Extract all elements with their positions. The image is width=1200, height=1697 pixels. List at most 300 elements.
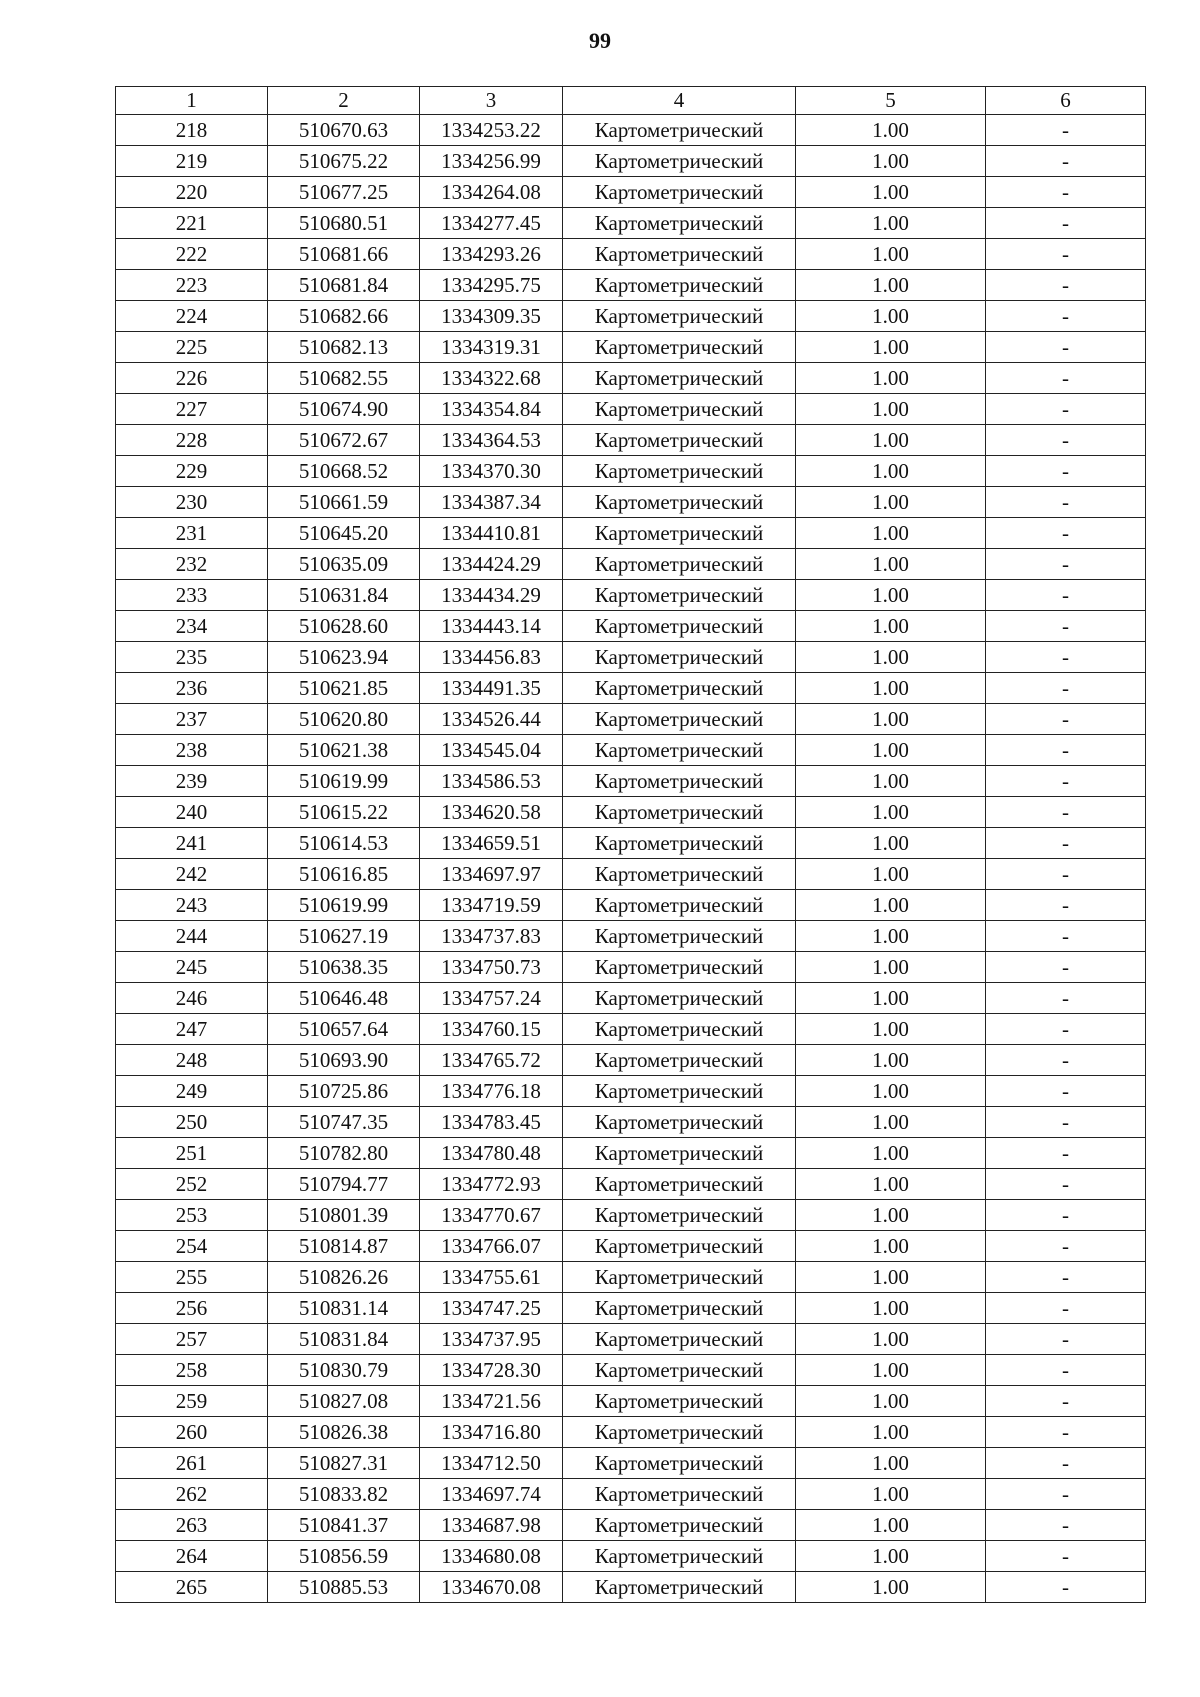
point-number-cell: 253: [116, 1200, 268, 1231]
description-cell: -: [986, 1479, 1146, 1510]
method-cell: Картометрический: [563, 177, 796, 208]
table-row: [116, 208, 1146, 239]
x-coordinate-cell: 510827.31: [268, 1448, 420, 1479]
y-coordinate-cell: 1334354.84: [420, 394, 563, 425]
table-row: [116, 1200, 1146, 1231]
accuracy-cell: 1.00: [796, 1386, 986, 1417]
accuracy-cell: 1.00: [796, 270, 986, 301]
description-cell: -: [986, 332, 1146, 363]
x-coordinate-cell: 510693.90: [268, 1045, 420, 1076]
table-row: [116, 425, 1146, 456]
method-cell: Картометрический: [563, 487, 796, 518]
method-cell: Картометрический: [563, 1200, 796, 1231]
y-coordinate-cell: 1334721.56: [420, 1386, 563, 1417]
y-coordinate-cell: 1334364.53: [420, 425, 563, 456]
x-coordinate-cell: 510747.35: [268, 1107, 420, 1138]
header-cell-3: 3: [420, 87, 563, 115]
description-cell: -: [986, 704, 1146, 735]
y-coordinate-cell: 1334737.83: [420, 921, 563, 952]
y-coordinate-cell: 1334712.50: [420, 1448, 563, 1479]
table-row: [116, 766, 1146, 797]
y-coordinate-cell: 1334491.35: [420, 673, 563, 704]
page-number: 99: [589, 28, 611, 53]
accuracy-cell: 1.00: [796, 704, 986, 735]
method-cell: Картометрический: [563, 270, 796, 301]
description-cell: -: [986, 1355, 1146, 1386]
y-coordinate-cell: 1334410.81: [420, 518, 563, 549]
point-number-cell: 235: [116, 642, 268, 673]
point-number-cell: 265: [116, 1572, 268, 1603]
description-cell: -: [986, 673, 1146, 704]
point-number-cell: 243: [116, 890, 268, 921]
point-number-cell: 220: [116, 177, 268, 208]
y-coordinate-cell: 1334264.08: [420, 177, 563, 208]
accuracy-cell: 1.00: [796, 859, 986, 890]
table-row: [116, 952, 1146, 983]
point-number-cell: 221: [116, 208, 268, 239]
table-row: [116, 1076, 1146, 1107]
accuracy-cell: 1.00: [796, 890, 986, 921]
description-cell: -: [986, 1572, 1146, 1603]
method-cell: Картометрический: [563, 394, 796, 425]
y-coordinate-cell: 1334728.30: [420, 1355, 563, 1386]
y-coordinate-cell: 1334697.74: [420, 1479, 563, 1510]
point-number-cell: 246: [116, 983, 268, 1014]
method-cell: Картометрический: [563, 673, 796, 704]
table-row: [116, 394, 1146, 425]
description-cell: -: [986, 394, 1146, 425]
description-cell: -: [986, 611, 1146, 642]
x-coordinate-cell: 510661.59: [268, 487, 420, 518]
accuracy-cell: 1.00: [796, 115, 986, 146]
x-coordinate-cell: 510672.67: [268, 425, 420, 456]
description-cell: -: [986, 487, 1146, 518]
accuracy-cell: 1.00: [796, 363, 986, 394]
point-number-cell: 234: [116, 611, 268, 642]
table-row: [116, 890, 1146, 921]
accuracy-cell: 1.00: [796, 146, 986, 177]
x-coordinate-cell: 510677.25: [268, 177, 420, 208]
table-row: [116, 704, 1146, 735]
accuracy-cell: 1.00: [796, 1324, 986, 1355]
table-header: [116, 87, 1146, 115]
accuracy-cell: 1.00: [796, 549, 986, 580]
table-row: [116, 580, 1146, 611]
y-coordinate-cell: 1334586.53: [420, 766, 563, 797]
point-number-cell: 259: [116, 1386, 268, 1417]
x-coordinate-cell: 510623.94: [268, 642, 420, 673]
y-coordinate-cell: 1334780.48: [420, 1138, 563, 1169]
y-coordinate-cell: 1334434.29: [420, 580, 563, 611]
point-number-cell: 257: [116, 1324, 268, 1355]
y-coordinate-cell: 1334783.45: [420, 1107, 563, 1138]
x-coordinate-cell: 510680.51: [268, 208, 420, 239]
y-coordinate-cell: 1334776.18: [420, 1076, 563, 1107]
accuracy-cell: 1.00: [796, 797, 986, 828]
y-coordinate-cell: 1334765.72: [420, 1045, 563, 1076]
x-coordinate-cell: 510628.60: [268, 611, 420, 642]
accuracy-cell: 1.00: [796, 1200, 986, 1231]
method-cell: Картометрический: [563, 363, 796, 394]
method-cell: Картометрический: [563, 425, 796, 456]
y-coordinate-cell: 1334755.61: [420, 1262, 563, 1293]
method-cell: Картометрический: [563, 704, 796, 735]
method-cell: Картометрический: [563, 1076, 796, 1107]
description-cell: -: [986, 1169, 1146, 1200]
y-coordinate-cell: 1334370.30: [420, 456, 563, 487]
description-cell: -: [986, 1045, 1146, 1076]
accuracy-cell: 1.00: [796, 735, 986, 766]
method-cell: Картометрический: [563, 1324, 796, 1355]
y-coordinate-cell: 1334716.80: [420, 1417, 563, 1448]
description-cell: -: [986, 1510, 1146, 1541]
method-cell: Картометрический: [563, 642, 796, 673]
table-row: [116, 1231, 1146, 1262]
accuracy-cell: 1.00: [796, 425, 986, 456]
header-cell-5: 5: [796, 87, 986, 115]
coordinates-table: [115, 86, 1146, 1603]
method-cell: Картометрический: [563, 1107, 796, 1138]
y-coordinate-cell: 1334293.26: [420, 239, 563, 270]
accuracy-cell: 1.00: [796, 487, 986, 518]
point-number-cell: 232: [116, 549, 268, 580]
y-coordinate-cell: 1334620.58: [420, 797, 563, 828]
point-number-cell: 247: [116, 1014, 268, 1045]
description-cell: -: [986, 797, 1146, 828]
point-number-cell: 249: [116, 1076, 268, 1107]
method-cell: Картометрический: [563, 1572, 796, 1603]
x-coordinate-cell: 510675.22: [268, 146, 420, 177]
table-row: [116, 456, 1146, 487]
method-cell: Картометрический: [563, 983, 796, 1014]
point-number-cell: 219: [116, 146, 268, 177]
method-cell: Картометрический: [563, 1355, 796, 1386]
description-cell: -: [986, 1448, 1146, 1479]
table-row: [116, 1417, 1146, 1448]
y-coordinate-cell: 1334295.75: [420, 270, 563, 301]
point-number-cell: 237: [116, 704, 268, 735]
description-cell: -: [986, 1231, 1146, 1262]
x-coordinate-cell: 510833.82: [268, 1479, 420, 1510]
method-cell: Картометрический: [563, 890, 796, 921]
y-coordinate-cell: 1334456.83: [420, 642, 563, 673]
description-cell: -: [986, 1293, 1146, 1324]
table-row: [116, 1138, 1146, 1169]
accuracy-cell: 1.00: [796, 580, 986, 611]
x-coordinate-cell: 510638.35: [268, 952, 420, 983]
point-number-cell: 218: [116, 115, 268, 146]
table-row: [116, 1107, 1146, 1138]
accuracy-cell: 1.00: [796, 1448, 986, 1479]
table-row: [116, 642, 1146, 673]
method-cell: Картометрический: [563, 115, 796, 146]
accuracy-cell: 1.00: [796, 921, 986, 952]
method-cell: Картометрический: [563, 1479, 796, 1510]
description-cell: -: [986, 952, 1146, 983]
point-number-cell: 242: [116, 859, 268, 890]
table-row: [116, 921, 1146, 952]
table-row: [116, 1541, 1146, 1572]
description-cell: -: [986, 766, 1146, 797]
y-coordinate-cell: 1334687.98: [420, 1510, 563, 1541]
method-cell: Картометрический: [563, 332, 796, 363]
point-number-cell: 258: [116, 1355, 268, 1386]
method-cell: Картометрический: [563, 828, 796, 859]
point-number-cell: 229: [116, 456, 268, 487]
x-coordinate-cell: 510621.85: [268, 673, 420, 704]
table-row: [116, 611, 1146, 642]
table-row: [116, 1386, 1146, 1417]
accuracy-cell: 1.00: [796, 983, 986, 1014]
accuracy-cell: 1.00: [796, 952, 986, 983]
point-number-cell: 224: [116, 301, 268, 332]
method-cell: Картометрический: [563, 1262, 796, 1293]
point-number-cell: 231: [116, 518, 268, 549]
y-coordinate-cell: 1334750.73: [420, 952, 563, 983]
point-number-cell: 223: [116, 270, 268, 301]
description-cell: -: [986, 1107, 1146, 1138]
description-cell: -: [986, 208, 1146, 239]
y-coordinate-cell: 1334770.67: [420, 1200, 563, 1231]
table-row: [116, 1014, 1146, 1045]
description-cell: -: [986, 115, 1146, 146]
accuracy-cell: 1.00: [796, 1045, 986, 1076]
table-row: [116, 115, 1146, 146]
table-row: [116, 239, 1146, 270]
accuracy-cell: 1.00: [796, 673, 986, 704]
point-number-cell: 245: [116, 952, 268, 983]
method-cell: Картометрический: [563, 1045, 796, 1076]
method-cell: Картометрический: [563, 208, 796, 239]
method-cell: Картометрический: [563, 1541, 796, 1572]
method-cell: Картометрический: [563, 549, 796, 580]
x-coordinate-cell: 510831.84: [268, 1324, 420, 1355]
x-coordinate-cell: 510831.14: [268, 1293, 420, 1324]
method-cell: Картометрический: [563, 1293, 796, 1324]
x-coordinate-cell: 510619.99: [268, 890, 420, 921]
description-cell: -: [986, 1262, 1146, 1293]
y-coordinate-cell: 1334737.95: [420, 1324, 563, 1355]
x-coordinate-cell: 510841.37: [268, 1510, 420, 1541]
method-cell: Картометрический: [563, 301, 796, 332]
point-number-cell: 240: [116, 797, 268, 828]
accuracy-cell: 1.00: [796, 1169, 986, 1200]
method-cell: Картометрический: [563, 1448, 796, 1479]
description-cell: -: [986, 859, 1146, 890]
y-coordinate-cell: 1334253.22: [420, 115, 563, 146]
x-coordinate-cell: 510830.79: [268, 1355, 420, 1386]
x-coordinate-cell: 510645.20: [268, 518, 420, 549]
table-row: [116, 518, 1146, 549]
table-row: [116, 1262, 1146, 1293]
point-number-cell: 233: [116, 580, 268, 611]
point-number-cell: 248: [116, 1045, 268, 1076]
x-coordinate-cell: 510782.80: [268, 1138, 420, 1169]
accuracy-cell: 1.00: [796, 1293, 986, 1324]
y-coordinate-cell: 1334670.08: [420, 1572, 563, 1603]
y-coordinate-cell: 1334772.93: [420, 1169, 563, 1200]
x-coordinate-cell: 510619.99: [268, 766, 420, 797]
x-coordinate-cell: 510681.84: [268, 270, 420, 301]
point-number-cell: 226: [116, 363, 268, 394]
x-coordinate-cell: 510620.80: [268, 704, 420, 735]
accuracy-cell: 1.00: [796, 1014, 986, 1045]
x-coordinate-cell: 510682.55: [268, 363, 420, 394]
point-number-cell: 228: [116, 425, 268, 456]
accuracy-cell: 1.00: [796, 177, 986, 208]
table-row: [116, 1324, 1146, 1355]
method-cell: Картометрический: [563, 580, 796, 611]
y-coordinate-cell: 1334526.44: [420, 704, 563, 735]
table-body: [116, 115, 1146, 1603]
y-coordinate-cell: 1334760.15: [420, 1014, 563, 1045]
x-coordinate-cell: 510631.84: [268, 580, 420, 611]
header-cell-4: 4: [563, 87, 796, 115]
x-coordinate-cell: 510801.39: [268, 1200, 420, 1231]
x-coordinate-cell: 510885.53: [268, 1572, 420, 1603]
description-cell: -: [986, 1076, 1146, 1107]
description-cell: -: [986, 1014, 1146, 1045]
method-cell: Картометрический: [563, 1138, 796, 1169]
table-row: [116, 177, 1146, 208]
method-cell: Картометрический: [563, 611, 796, 642]
description-cell: -: [986, 425, 1146, 456]
accuracy-cell: 1.00: [796, 1231, 986, 1262]
header-cell-2: 2: [268, 87, 420, 115]
y-coordinate-cell: 1334256.99: [420, 146, 563, 177]
x-coordinate-cell: 510725.86: [268, 1076, 420, 1107]
point-number-cell: 250: [116, 1107, 268, 1138]
table-row: [116, 332, 1146, 363]
table-row: [116, 1169, 1146, 1200]
point-number-cell: 261: [116, 1448, 268, 1479]
x-coordinate-cell: 510646.48: [268, 983, 420, 1014]
accuracy-cell: 1.00: [796, 1417, 986, 1448]
accuracy-cell: 1.00: [796, 301, 986, 332]
description-cell: -: [986, 549, 1146, 580]
table-row: [116, 146, 1146, 177]
description-cell: -: [986, 270, 1146, 301]
x-coordinate-cell: 510682.13: [268, 332, 420, 363]
x-coordinate-cell: 510615.22: [268, 797, 420, 828]
accuracy-cell: 1.00: [796, 828, 986, 859]
point-number-cell: 251: [116, 1138, 268, 1169]
table-row: [116, 1448, 1146, 1479]
point-number-cell: 262: [116, 1479, 268, 1510]
description-cell: -: [986, 1324, 1146, 1355]
description-cell: -: [986, 983, 1146, 1014]
y-coordinate-cell: 1334277.45: [420, 208, 563, 239]
accuracy-cell: 1.00: [796, 518, 986, 549]
point-number-cell: 227: [116, 394, 268, 425]
description-cell: -: [986, 1200, 1146, 1231]
method-cell: Картометрический: [563, 1510, 796, 1541]
accuracy-cell: 1.00: [796, 239, 986, 270]
point-number-cell: 230: [116, 487, 268, 518]
point-number-cell: 222: [116, 239, 268, 270]
x-coordinate-cell: 510657.64: [268, 1014, 420, 1045]
table-row: [116, 673, 1146, 704]
method-cell: Картометрический: [563, 1014, 796, 1045]
y-coordinate-cell: 1334319.31: [420, 332, 563, 363]
header-cell-6: 6: [986, 87, 1146, 115]
point-number-cell: 263: [116, 1510, 268, 1541]
y-coordinate-cell: 1334757.24: [420, 983, 563, 1014]
method-cell: Картометрический: [563, 518, 796, 549]
description-cell: -: [986, 1541, 1146, 1572]
description-cell: -: [986, 735, 1146, 766]
table-row: [116, 487, 1146, 518]
x-coordinate-cell: 510668.52: [268, 456, 420, 487]
x-coordinate-cell: 510627.19: [268, 921, 420, 952]
point-number-cell: 254: [116, 1231, 268, 1262]
table-row: [116, 859, 1146, 890]
table-row: [116, 301, 1146, 332]
method-cell: Картометрический: [563, 1169, 796, 1200]
x-coordinate-cell: 510826.38: [268, 1417, 420, 1448]
table-row: [116, 1293, 1146, 1324]
accuracy-cell: 1.00: [796, 1355, 986, 1386]
table-row: [116, 549, 1146, 580]
accuracy-cell: 1.00: [796, 1076, 986, 1107]
table-row: [116, 828, 1146, 859]
point-number-cell: 264: [116, 1541, 268, 1572]
method-cell: Картометрический: [563, 1386, 796, 1417]
x-coordinate-cell: 510635.09: [268, 549, 420, 580]
table-row: [116, 1510, 1146, 1541]
x-coordinate-cell: 510670.63: [268, 115, 420, 146]
x-coordinate-cell: 510674.90: [268, 394, 420, 425]
accuracy-cell: 1.00: [796, 1107, 986, 1138]
header-cell-1: 1: [116, 87, 268, 115]
point-number-cell: 236: [116, 673, 268, 704]
description-cell: -: [986, 518, 1146, 549]
y-coordinate-cell: 1334387.34: [420, 487, 563, 518]
description-cell: -: [986, 1138, 1146, 1169]
point-number-cell: 225: [116, 332, 268, 363]
accuracy-cell: 1.00: [796, 611, 986, 642]
accuracy-cell: 1.00: [796, 394, 986, 425]
table-row: [116, 797, 1146, 828]
y-coordinate-cell: 1334545.04: [420, 735, 563, 766]
point-number-cell: 239: [116, 766, 268, 797]
accuracy-cell: 1.00: [796, 332, 986, 363]
x-coordinate-cell: 510856.59: [268, 1541, 420, 1572]
x-coordinate-cell: 510614.53: [268, 828, 420, 859]
point-number-cell: 260: [116, 1417, 268, 1448]
method-cell: Картометрический: [563, 735, 796, 766]
method-cell: Картометрический: [563, 766, 796, 797]
description-cell: -: [986, 921, 1146, 952]
header-row: [116, 87, 1146, 115]
x-coordinate-cell: 510682.66: [268, 301, 420, 332]
method-cell: Картометрический: [563, 952, 796, 983]
table-row: [116, 1355, 1146, 1386]
method-cell: Картометрический: [563, 921, 796, 952]
point-number-cell: 255: [116, 1262, 268, 1293]
y-coordinate-cell: 1334747.25: [420, 1293, 563, 1324]
point-number-cell: 241: [116, 828, 268, 859]
description-cell: -: [986, 239, 1146, 270]
x-coordinate-cell: 510826.26: [268, 1262, 420, 1293]
table-row: [116, 735, 1146, 766]
description-cell: -: [986, 580, 1146, 611]
accuracy-cell: 1.00: [796, 1541, 986, 1572]
y-coordinate-cell: 1334309.35: [420, 301, 563, 332]
x-coordinate-cell: 510621.38: [268, 735, 420, 766]
method-cell: Картометрический: [563, 146, 796, 177]
description-cell: -: [986, 642, 1146, 673]
